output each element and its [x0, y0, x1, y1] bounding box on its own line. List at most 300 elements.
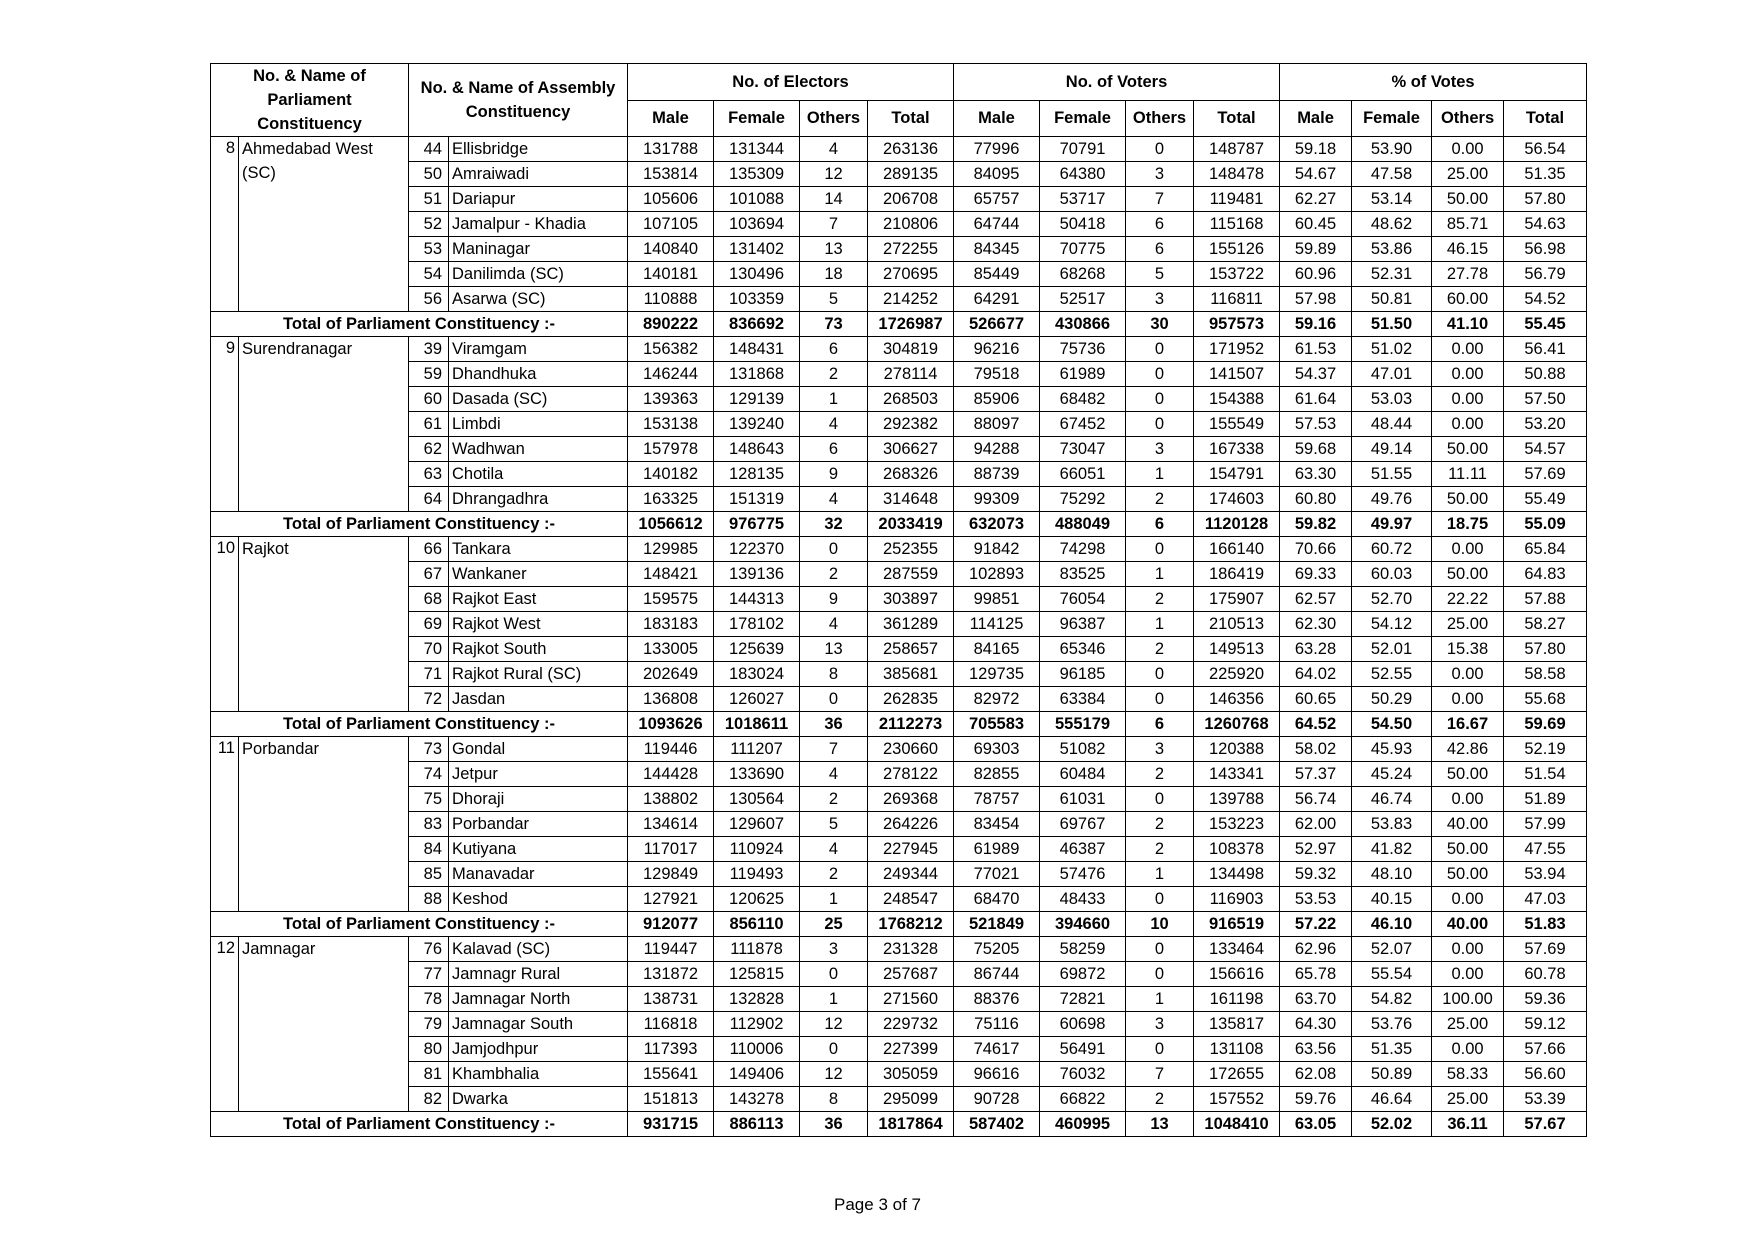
ac-name: Jamnagar North [449, 987, 628, 1012]
data-cell: 56.60 [1504, 1062, 1587, 1087]
data-cell: 263136 [868, 137, 954, 162]
data-cell: 60.00 [1432, 287, 1504, 312]
table-row [211, 787, 1587, 812]
page-footer: Page 3 of 7 [834, 1195, 921, 1214]
pc-number: 11 [211, 737, 239, 912]
data-cell: 252355 [868, 537, 954, 562]
ac-name: Ellisbridge [449, 137, 628, 162]
data-cell: 385681 [868, 662, 954, 687]
data-cell: 157552 [1194, 1087, 1280, 1112]
data-cell: 85449 [954, 262, 1040, 287]
ac-name: Danilimda (SC) [449, 262, 628, 287]
table-row [211, 362, 1587, 387]
data-cell: 50.81 [1352, 287, 1432, 312]
voters-others-header: Others [1126, 100, 1194, 137]
data-cell: 58259 [1040, 937, 1126, 962]
data-cell: 53.90 [1352, 137, 1432, 162]
data-cell: 139240 [714, 412, 800, 437]
total-cell: 1260768 [1194, 712, 1280, 737]
electors-group-header: No. of Electors [628, 64, 954, 101]
data-cell: 9 [800, 462, 868, 487]
total-cell: 705583 [954, 712, 1040, 737]
table-row [211, 337, 1587, 362]
data-cell: 53.20 [1504, 412, 1587, 437]
data-cell: 74298 [1040, 537, 1126, 562]
data-cell: 6 [800, 437, 868, 462]
table-body [211, 137, 1587, 1137]
data-cell: 52.19 [1504, 737, 1587, 762]
data-cell: 128135 [714, 462, 800, 487]
total-cell: 6 [1126, 712, 1194, 737]
data-cell: 52.97 [1280, 837, 1352, 862]
data-cell: 131402 [714, 237, 800, 262]
data-cell: 2 [800, 862, 868, 887]
data-cell: 271560 [868, 987, 954, 1012]
data-cell: 129849 [628, 862, 714, 887]
data-cell: 229732 [868, 1012, 954, 1037]
data-cell: 0 [1126, 362, 1194, 387]
ac-name: Chotila [449, 462, 628, 487]
data-cell: 257687 [868, 962, 954, 987]
data-cell: 13 [800, 237, 868, 262]
data-cell: 50.00 [1432, 862, 1504, 887]
data-cell: 2 [800, 787, 868, 812]
data-cell: 54.37 [1280, 362, 1352, 387]
data-cell: 64380 [1040, 162, 1126, 187]
data-cell: 50.00 [1432, 562, 1504, 587]
data-cell: 63.70 [1280, 987, 1352, 1012]
data-cell: 119447 [628, 937, 714, 962]
data-cell: 70775 [1040, 237, 1126, 262]
data-cell: 57.88 [1504, 587, 1587, 612]
ac-number: 84 [409, 837, 449, 862]
table-row [211, 687, 1587, 712]
data-cell: 270695 [868, 262, 954, 287]
ac-number: 85 [409, 862, 449, 887]
data-cell: 60.72 [1352, 537, 1432, 562]
total-cell: 555179 [1040, 712, 1126, 737]
data-cell: 0 [800, 962, 868, 987]
data-cell: 0.00 [1432, 787, 1504, 812]
data-cell: 183024 [714, 662, 800, 687]
ac-name: Rajkot South [449, 637, 628, 662]
data-cell: 186419 [1194, 562, 1280, 587]
data-cell: 25.00 [1432, 162, 1504, 187]
data-cell: 75205 [954, 937, 1040, 962]
data-cell: 295099 [868, 1087, 954, 1112]
data-cell: 131108 [1194, 1037, 1280, 1062]
data-cell: 50.00 [1432, 487, 1504, 512]
data-cell: 163325 [628, 487, 714, 512]
table-row [211, 287, 1587, 312]
data-cell: 54.12 [1352, 612, 1432, 637]
data-cell: 120625 [714, 887, 800, 912]
table-row [211, 662, 1587, 687]
data-cell: 4 [800, 412, 868, 437]
ac-name: Tankara [449, 537, 628, 562]
ac-number: 51 [409, 187, 449, 212]
data-cell: 59.36 [1504, 987, 1587, 1012]
data-cell: 51.35 [1504, 162, 1587, 187]
data-cell: 7 [800, 737, 868, 762]
ac-number: 61 [409, 412, 449, 437]
ac-name: Asarwa (SC) [449, 287, 628, 312]
data-cell: 85.71 [1432, 212, 1504, 237]
data-cell: 110888 [628, 287, 714, 312]
data-cell: 227399 [868, 1037, 954, 1062]
ac-number: 44 [409, 137, 449, 162]
total-cell: 55.45 [1504, 312, 1587, 337]
ac-number: 70 [409, 637, 449, 662]
data-cell: 55.54 [1352, 962, 1432, 987]
total-cell: 976775 [714, 512, 800, 537]
data-cell: 88097 [954, 412, 1040, 437]
data-cell: 139136 [714, 562, 800, 587]
data-cell: 47.03 [1504, 887, 1587, 912]
data-cell: 76032 [1040, 1062, 1126, 1087]
data-cell: 56491 [1040, 1037, 1126, 1062]
data-cell: 49.76 [1352, 487, 1432, 512]
data-cell: 155641 [628, 1062, 714, 1087]
data-cell: 60.78 [1504, 962, 1587, 987]
data-cell: 62.96 [1280, 937, 1352, 962]
data-cell: 0 [800, 537, 868, 562]
data-cell: 59.12 [1504, 1012, 1587, 1037]
data-cell: 127921 [628, 887, 714, 912]
data-cell: 131344 [714, 137, 800, 162]
data-cell: 46.15 [1432, 237, 1504, 262]
ac-name: Rajkot East [449, 587, 628, 612]
data-cell: 50.00 [1432, 837, 1504, 862]
electors-female-header: Female [714, 100, 800, 137]
data-cell: 67452 [1040, 412, 1126, 437]
total-cell: 836692 [714, 312, 800, 337]
data-cell: 50.88 [1504, 362, 1587, 387]
data-cell: 143341 [1194, 762, 1280, 787]
data-cell: 84345 [954, 237, 1040, 262]
data-cell: 64744 [954, 212, 1040, 237]
data-cell: 0 [1126, 537, 1194, 562]
ac-column-header: No. & Name of Assembly Constituency [409, 64, 628, 137]
total-cell: 1768212 [868, 912, 954, 937]
total-cell: 890222 [628, 312, 714, 337]
data-cell: 1 [800, 387, 868, 412]
data-cell: 289135 [868, 162, 954, 187]
data-cell: 48.62 [1352, 212, 1432, 237]
total-cell: 41.10 [1432, 312, 1504, 337]
data-cell: 135309 [714, 162, 800, 187]
data-cell: 60698 [1040, 1012, 1126, 1037]
data-cell: 50.00 [1432, 762, 1504, 787]
data-cell: 161198 [1194, 987, 1280, 1012]
data-cell: 2 [1126, 587, 1194, 612]
ac-number: 54 [409, 262, 449, 287]
data-cell: 129735 [954, 662, 1040, 687]
data-cell: 131788 [628, 137, 714, 162]
data-cell: 50418 [1040, 212, 1126, 237]
data-cell: 0 [1126, 137, 1194, 162]
total-cell: 25 [800, 912, 868, 937]
data-cell: 12 [800, 1062, 868, 1087]
data-cell: 54.57 [1504, 437, 1587, 462]
data-cell: 119446 [628, 737, 714, 762]
data-cell: 62.00 [1280, 812, 1352, 837]
ac-name: Jetpur [449, 762, 628, 787]
data-cell: 117017 [628, 837, 714, 862]
data-cell: 56.74 [1280, 787, 1352, 812]
total-label: Total of Parliament Constituency :- [211, 912, 628, 937]
ac-number: 52 [409, 212, 449, 237]
data-cell: 4 [800, 762, 868, 787]
data-cell: 88376 [954, 987, 1040, 1012]
data-cell: 172655 [1194, 1062, 1280, 1087]
pc-number: 9 [211, 337, 239, 512]
data-cell: 153722 [1194, 262, 1280, 287]
ac-name: Wankaner [449, 562, 628, 587]
ac-name: Rajkot Rural (SC) [449, 662, 628, 687]
table-row [211, 537, 1587, 562]
data-cell: 63.28 [1280, 637, 1352, 662]
data-cell: 183183 [628, 612, 714, 637]
table-row [211, 162, 1587, 187]
data-cell: 84165 [954, 637, 1040, 662]
data-cell: 174603 [1194, 487, 1280, 512]
pct-votes-group-header: % of Votes [1280, 64, 1587, 101]
table-row [211, 187, 1587, 212]
data-cell: 57.69 [1504, 937, 1587, 962]
pc-name: Jamnagar [239, 937, 409, 1112]
data-cell: 63384 [1040, 687, 1126, 712]
data-cell: 59.18 [1280, 137, 1352, 162]
total-cell: 16.67 [1432, 712, 1504, 737]
data-cell: 96616 [954, 1062, 1040, 1087]
data-cell: 7 [1126, 187, 1194, 212]
data-cell: 57.80 [1504, 637, 1587, 662]
pc-total-row [211, 512, 1587, 537]
data-cell: 134614 [628, 812, 714, 837]
data-cell: 0.00 [1432, 1037, 1504, 1062]
data-cell: 0 [1126, 1037, 1194, 1062]
data-cell: 361289 [868, 612, 954, 637]
data-cell: 58.58 [1504, 662, 1587, 687]
data-cell: 41.82 [1352, 837, 1432, 862]
data-cell: 69303 [954, 737, 1040, 762]
total-cell: 1056612 [628, 512, 714, 537]
data-cell: 111878 [714, 937, 800, 962]
data-cell: 48.44 [1352, 412, 1432, 437]
data-cell: 4 [800, 612, 868, 637]
data-cell: 116903 [1194, 887, 1280, 912]
total-cell: 488049 [1040, 512, 1126, 537]
pc-number: 10 [211, 537, 239, 712]
total-cell: 59.16 [1280, 312, 1352, 337]
data-cell: 75736 [1040, 337, 1126, 362]
ac-number: 69 [409, 612, 449, 637]
total-cell: 1726987 [868, 312, 954, 337]
ac-name: Rajkot West [449, 612, 628, 637]
data-cell: 54.52 [1504, 287, 1587, 312]
total-cell: 40.00 [1432, 912, 1504, 937]
data-cell: 138802 [628, 787, 714, 812]
ac-number: 71 [409, 662, 449, 687]
table-row [211, 437, 1587, 462]
data-cell: 2 [1126, 762, 1194, 787]
data-cell: 3 [1126, 162, 1194, 187]
data-cell: 47.58 [1352, 162, 1432, 187]
data-cell: 40.00 [1432, 812, 1504, 837]
data-cell: 129139 [714, 387, 800, 412]
table-row [211, 837, 1587, 862]
electors-male-header: Male [628, 100, 714, 137]
table-row [211, 412, 1587, 437]
total-cell: 916519 [1194, 912, 1280, 937]
data-cell: 7 [800, 212, 868, 237]
total-cell: 394660 [1040, 912, 1126, 937]
data-cell: 78757 [954, 787, 1040, 812]
data-cell: 74617 [954, 1037, 1040, 1062]
data-cell: 175907 [1194, 587, 1280, 612]
ac-name: Keshod [449, 887, 628, 912]
data-cell: 110924 [714, 837, 800, 862]
data-cell: 156616 [1194, 962, 1280, 987]
table-row [211, 962, 1587, 987]
data-cell: 52.70 [1352, 587, 1432, 612]
data-cell: 1 [1126, 562, 1194, 587]
data-cell: 2 [1126, 837, 1194, 862]
data-cell: 66822 [1040, 1087, 1126, 1112]
data-cell: 57.50 [1504, 387, 1587, 412]
data-cell: 65346 [1040, 637, 1126, 662]
data-cell: 59.76 [1280, 1087, 1352, 1112]
data-cell: 146244 [628, 362, 714, 387]
ac-number: 39 [409, 337, 449, 362]
total-cell: 54.50 [1352, 712, 1432, 737]
total-cell: 51.83 [1504, 912, 1587, 937]
ac-name: Jasdan [449, 687, 628, 712]
data-cell: 167338 [1194, 437, 1280, 462]
data-cell: 88739 [954, 462, 1040, 487]
data-cell: 50.00 [1432, 437, 1504, 462]
data-cell: 139363 [628, 387, 714, 412]
total-cell: 931715 [628, 1112, 714, 1137]
data-cell: 54.67 [1280, 162, 1352, 187]
data-cell: 47.55 [1504, 837, 1587, 862]
pc-name: Rajkot [239, 537, 409, 712]
data-cell: 116811 [1194, 287, 1280, 312]
data-cell: 314648 [868, 487, 954, 512]
data-cell: 159575 [628, 587, 714, 612]
data-cell: 305059 [868, 1062, 954, 1087]
ac-name: Dhrangadhra [449, 487, 628, 512]
ac-number: 56 [409, 287, 449, 312]
data-cell: 111207 [714, 737, 800, 762]
data-cell: 57.37 [1280, 762, 1352, 787]
data-cell: 25.00 [1432, 612, 1504, 637]
data-cell: 131868 [714, 362, 800, 387]
data-cell: 157978 [628, 437, 714, 462]
data-cell: 53.86 [1352, 237, 1432, 262]
data-cell: 60.45 [1280, 212, 1352, 237]
data-cell: 139788 [1194, 787, 1280, 812]
data-cell: 4 [800, 837, 868, 862]
total-label: Total of Parliament Constituency :- [211, 1112, 628, 1137]
data-cell: 144313 [714, 587, 800, 612]
voters-male-header: Male [954, 100, 1040, 137]
total-cell: 460995 [1040, 1112, 1126, 1137]
total-cell: 59.82 [1280, 512, 1352, 537]
ac-name: Dhandhuka [449, 362, 628, 387]
total-cell: 30 [1126, 312, 1194, 337]
total-cell: 73 [800, 312, 868, 337]
data-cell: 58.02 [1280, 737, 1352, 762]
table-row [211, 1012, 1587, 1037]
data-cell: 48433 [1040, 887, 1126, 912]
ac-name: Gondal [449, 737, 628, 762]
data-cell: 52.07 [1352, 937, 1432, 962]
data-cell: 133005 [628, 637, 714, 662]
total-cell: 52.02 [1352, 1112, 1432, 1137]
data-cell: 65.84 [1504, 537, 1587, 562]
total-cell: 912077 [628, 912, 714, 937]
data-cell: 70791 [1040, 137, 1126, 162]
data-cell: 57.53 [1280, 412, 1352, 437]
total-cell: 1048410 [1194, 1112, 1280, 1137]
data-cell: 83454 [954, 812, 1040, 837]
data-cell: 53.03 [1352, 387, 1432, 412]
data-cell: 57.98 [1280, 287, 1352, 312]
total-cell: 55.09 [1504, 512, 1587, 537]
data-cell: 0 [800, 1037, 868, 1062]
data-cell: 42.86 [1432, 737, 1504, 762]
data-cell: 60.65 [1280, 687, 1352, 712]
data-cell: 57476 [1040, 862, 1126, 887]
data-cell: 46387 [1040, 837, 1126, 862]
data-cell: 77996 [954, 137, 1040, 162]
data-cell: 59.32 [1280, 862, 1352, 887]
table-row [211, 1037, 1587, 1062]
data-cell: 72821 [1040, 987, 1126, 1012]
data-cell: 230660 [868, 737, 954, 762]
data-cell: 287559 [868, 562, 954, 587]
data-cell: 8 [800, 662, 868, 687]
data-cell: 60.80 [1280, 487, 1352, 512]
data-cell: 225920 [1194, 662, 1280, 687]
data-cell: 103694 [714, 212, 800, 237]
data-cell: 65757 [954, 187, 1040, 212]
ac-number: 77 [409, 962, 449, 987]
data-cell: 75116 [954, 1012, 1040, 1037]
total-cell: 1018611 [714, 712, 800, 737]
data-cell: 1 [800, 987, 868, 1012]
data-cell: 148787 [1194, 137, 1280, 162]
data-cell: 0.00 [1432, 937, 1504, 962]
pc-name: Ahmedabad West (SC) [239, 137, 409, 312]
ac-name: Khambhalia [449, 1062, 628, 1087]
data-cell: 99309 [954, 487, 1040, 512]
pc-total-row [211, 912, 1587, 937]
data-cell: 116818 [628, 1012, 714, 1037]
ac-name: Porbandar [449, 812, 628, 837]
data-cell: 52517 [1040, 287, 1126, 312]
table-row [211, 862, 1587, 887]
data-cell: 85906 [954, 387, 1040, 412]
total-cell: 10 [1126, 912, 1194, 937]
total-cell: 2112273 [868, 712, 954, 737]
total-cell: 63.05 [1280, 1112, 1352, 1137]
data-cell: 18 [800, 262, 868, 287]
table-row [211, 562, 1587, 587]
total-cell: 57.67 [1504, 1112, 1587, 1137]
